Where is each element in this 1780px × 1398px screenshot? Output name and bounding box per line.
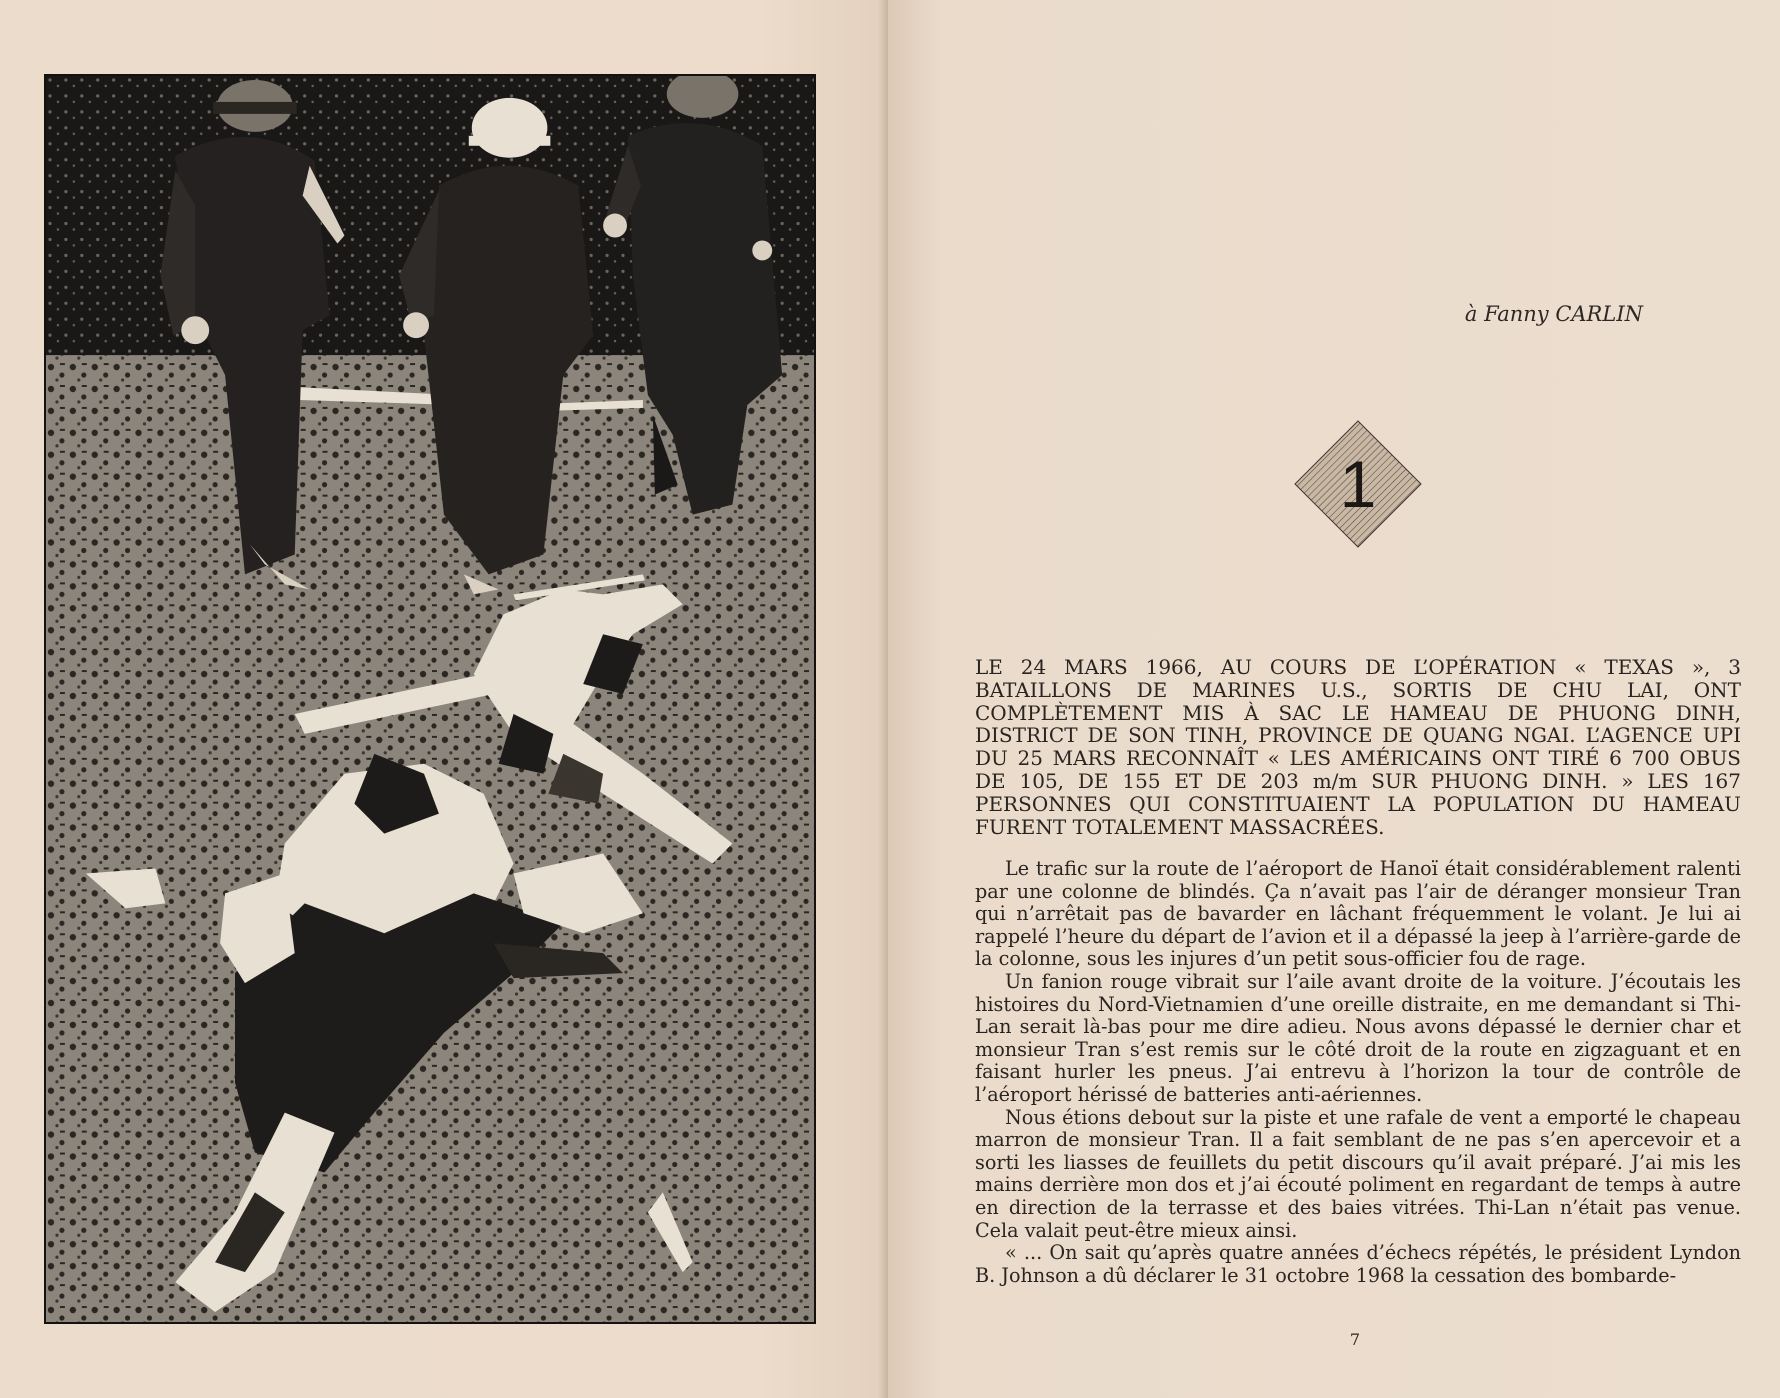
paragraph: Le trafic sur la route de l’aéroport de Hanoï était considérablement ralenti par une colonne de blindés. Ça n’avait pas l’air de déranger monsieur Tran qui n’arrêtait pas de bavarder en lâchant fréquemment le volant. Je lui ai rappelé l’heure du départ de l’avion et il a dépassé la jeep à l’arrière-garde de la colonne, sous les injures d’un petit sous-officier fou de rage. — [975, 857, 1741, 971]
page-number: 7 — [1349, 1330, 1361, 1349]
chapter-body-text — [975, 858, 1741, 1287]
chapter-epigraph: LE 24 MARS 1966, AU COURS DE L’OPÉRATION « TEXAS », 3 BATAILLONS DE MARINES U.S., SORTIS DE CHU LAI, ONT COMPLÈTEMENT MIS À SAC LE HAMEAU DE PHUONG DINH, DISTRICT DE SON TINH, PROVINCE DE QUANG NGAI. L’AGENCE UPI DU 25 MARS RECONNAÎT « LES AMÉRICAINS ONT TIRÉ 6 700 OBUS DE 105, DE 155 ET DE 203 m/m SUR PHUONG DINH. » LES 167 PERSONNES QUI CONSTITUAIENT LA POPULATION DU HAMEAU FURENT TOTALEMENT MASSACRÉES. — [975, 655, 1741, 839]
illustration-graphic — [46, 76, 814, 1322]
paragraph: Un fanion rouge vibrait sur l’aile avant droite de la voiture. J’écoutais les histoires du Nord-Vietnamien d’une oreille distraite, en me demandant si Thi-Lan serait là-bas pour me dire adieu. Nous avons dépassé le dernier char et monsieur Tran s’est remis sur le côté droit de la route en zigzaguant et en faisant hurler les pneus. J’ai entrevu à l’horizon la tour de contrôle de l’aéroport hérissé de batteries anti-aériennes. — [975, 969, 1741, 1106]
paragraph: « ... On sait qu’après quatre années d’échecs répétés, le président Lyndon B. Johnson a dû déclarer le 31 octobre 1968 la cessation des bombarde- — [975, 1241, 1741, 1287]
paragraph: Nous étions debout sur la piste et une rafale de vent a emporté le chapeau marron de monsieur Tran. Il a fait semblant de ne pas s’en apercevoir et a sorti les liasses de feuillets du petit discours qu’il avait préparé. J’ai mis les mains derrière mon dos et j’ai écouté poliment en regardant de temps à autre en direction de la terrasse et des baies vitrées. Thi-Lan n’était pas venue. Cela valait peut-être mieux ainsi. — [975, 1105, 1741, 1242]
chapter-number: 1 — [1339, 447, 1377, 521]
war-illustration — [44, 74, 816, 1324]
dedication: à Fanny CARLIN — [1464, 302, 1643, 326]
left-page — [0, 0, 888, 1398]
